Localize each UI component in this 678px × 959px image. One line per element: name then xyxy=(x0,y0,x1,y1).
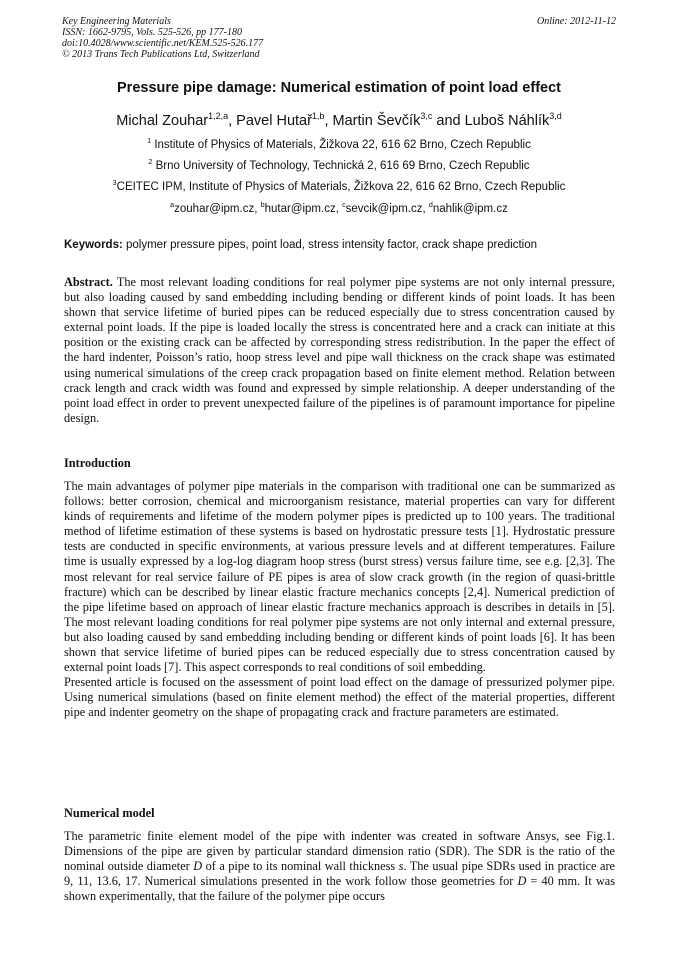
affiliation-sup: 2 xyxy=(148,158,153,167)
issn-line: ISSN: 1662-9795, Vols. 525-526, pp 177-180 xyxy=(62,27,242,38)
author-sup: 3,c xyxy=(420,111,433,122)
author-name: Luboš Náhlík xyxy=(464,113,550,129)
symbol-D: D xyxy=(517,874,527,889)
symbol-s: s xyxy=(398,859,404,874)
author-and: and xyxy=(436,113,461,129)
author-list: Michal Zouhar$^{1,2,a}$, Pavel Hutař$^{1,b}$, Martin Ševčík$^{3,c}$ and Luboš Náhlík$^{3,d}$ xyxy=(116,111,562,129)
numerical-model-heading: Numerical model xyxy=(64,806,155,820)
affiliation-text: Institute of Physics of Materials, Žižkova 22, 616 62 Brno, Czech Republic xyxy=(154,139,531,151)
email-link[interactable]: zouhar@ipm.cz, xyxy=(174,203,258,215)
affiliation-sup: 3 xyxy=(112,179,117,188)
author-sup: 1,b xyxy=(311,111,325,122)
affiliation-1 xyxy=(0,139,678,151)
abstract-text: The most relevant loading conditions for real polymer pipe systems are not only internal pressure, but also loading caused by sand embedding including bending or different kinds of point loads. It has been shown that service lifetime of buried pipes can be reduced especially due to stress concentration caused by external point loads. If the pipe is loaded locally the stress is concentrated here and a crack can initiate at this position or the existing crack can be affected by corresponding stress redistribution. In the paper the effect of the hard indenter, Poisson’s ratio, hoop stress level and pipe wall thickness on the crack shape was estimated using numerical simulations of the creep crack propagation based on finite element method. Relation between crack length and crack width was found and expressed by simple relationship. A deeper understanding of the point load effect in order to prevent unexpected failure of the pipelines is of paramount importance for pipeline design. xyxy=(64,275,615,425)
affiliation-3 xyxy=(0,181,678,193)
affiliation-sup: 1 xyxy=(147,137,152,146)
introduction-heading: Introduction xyxy=(64,456,131,470)
keywords-label: Keywords: xyxy=(64,239,123,251)
text-run: The parametric finite element model of the pipe with indenter was created in software Ansys, see Fig.1. Dimensions of the pipe are given by particular standard dimension ratio (SDR). The SDR is the ratio of the nominal outside diameter xyxy=(64,829,615,874)
copyright-line: © 2013 Trans Tech Publications Ltd, Switzerland xyxy=(62,49,260,60)
numerical-model-body xyxy=(64,829,615,904)
text-run: = 40 mm. It was shown experimentally, that the failure of the polymer pipe occurs xyxy=(64,874,615,904)
journal-info xyxy=(62,16,263,60)
symbol-D: D xyxy=(193,859,203,874)
email-list xyxy=(0,203,678,215)
author-sup: 3,d xyxy=(549,111,562,122)
abstract xyxy=(64,275,615,426)
email-link[interactable]: nahlik@ipm.cz xyxy=(432,203,508,215)
affiliation-2 xyxy=(0,160,678,172)
author-name: Martin Ševčík xyxy=(332,113,421,129)
author-name: Pavel Hutař xyxy=(236,113,312,129)
author-name: Michal Zouhar xyxy=(116,113,209,129)
affiliation-text: Brno University of Technology, Technická 2, 616 69 Brno, Czech Republic xyxy=(155,160,530,172)
introduction-paragraph-1: The main advantages of polymer pipe materials in the comparison with traditional one can be summarized as follows: better corrosion, chemical and microorganism resistance, material properties can vary for different kinds of requirements and lifetime of the modern polymer pipes is predicted up to 100 years. The traditional method of lifetime estimation of these systems is based on hydrostatic pressure tests [1]. Hydrostatic pressure tests are conducted in specific environments, at various pressure levels and at different temperatures. Failure time is usually expressed by a log-log diagram hoop stress (burst stress) versus failure time, see e.g. [2,3]. The most relevant for real service failure of PE pipes is area of slow crack growth (in the region of quasi-brittle fracture) which can be described by linear elastic fracture mechanics concepts [2,4]. Numerical prediction of the pipe lifetime based on approach of linear elastic fracture mechanics approach is describes in details in [5]. The most relevant loading conditions for real polymer pipe systems are not only internal and external pressure, but also loading caused by sand embedding including bending or different kinds of point loads [6]. It has been shown that service lifetime of buried pipes can be reduced especially due to stress concentration caused by external point loads [7]. This aspect corresponds to real conditions of soil embedding. xyxy=(64,479,615,675)
email-link[interactable]: sevcik@ipm.cz, xyxy=(345,203,426,215)
doi-line: doi:10.4028/www.scientific.net/KEM.525-526.177 xyxy=(62,38,264,49)
text-run: . The usual pipe SDRs used in practice are 9, 11, 13.6, 17. Numerical simulations presented in the work follow those geometries for xyxy=(64,859,615,889)
journal-name: Key Engineering Materials xyxy=(62,16,171,27)
introduction-paragraph-2: Presented article is focused on the assessment of point load effect on the damage of pressurized polymer pipe. Using numerical simulations (based on finite element method) the effect of the material properties, different pipe and indenter geometry on the shape of propagating crack and fracture parameters are estimated. xyxy=(64,675,615,720)
email-sup: a xyxy=(170,201,175,210)
introduction-body xyxy=(64,479,615,721)
email-sup: c xyxy=(342,201,346,210)
email-link[interactable]: hutar@ipm.cz, xyxy=(264,203,339,215)
author-sup: 1,2,a xyxy=(208,111,229,122)
keywords-text: polymer pressure pipes, point load, stress intensity factor, crack shape prediction xyxy=(126,239,538,251)
numerical-model-paragraph xyxy=(64,829,615,904)
email-sup: b xyxy=(260,201,265,210)
abstract-label: Abstract. xyxy=(64,275,113,289)
affiliation-text: CEITEC IPM, Institute of Physics of Materials, Žižkova 22, 616 62 Brno, Czech Republic xyxy=(116,181,566,193)
online-date: Online: 2012-11-12 xyxy=(537,16,616,27)
paper-title: Pressure pipe damage: Numerical estimation of point load effect xyxy=(117,80,561,96)
keywords xyxy=(64,239,624,251)
email-sup: d xyxy=(428,201,433,210)
text-run: of a pipe to its nominal wall thickness xyxy=(202,859,399,874)
